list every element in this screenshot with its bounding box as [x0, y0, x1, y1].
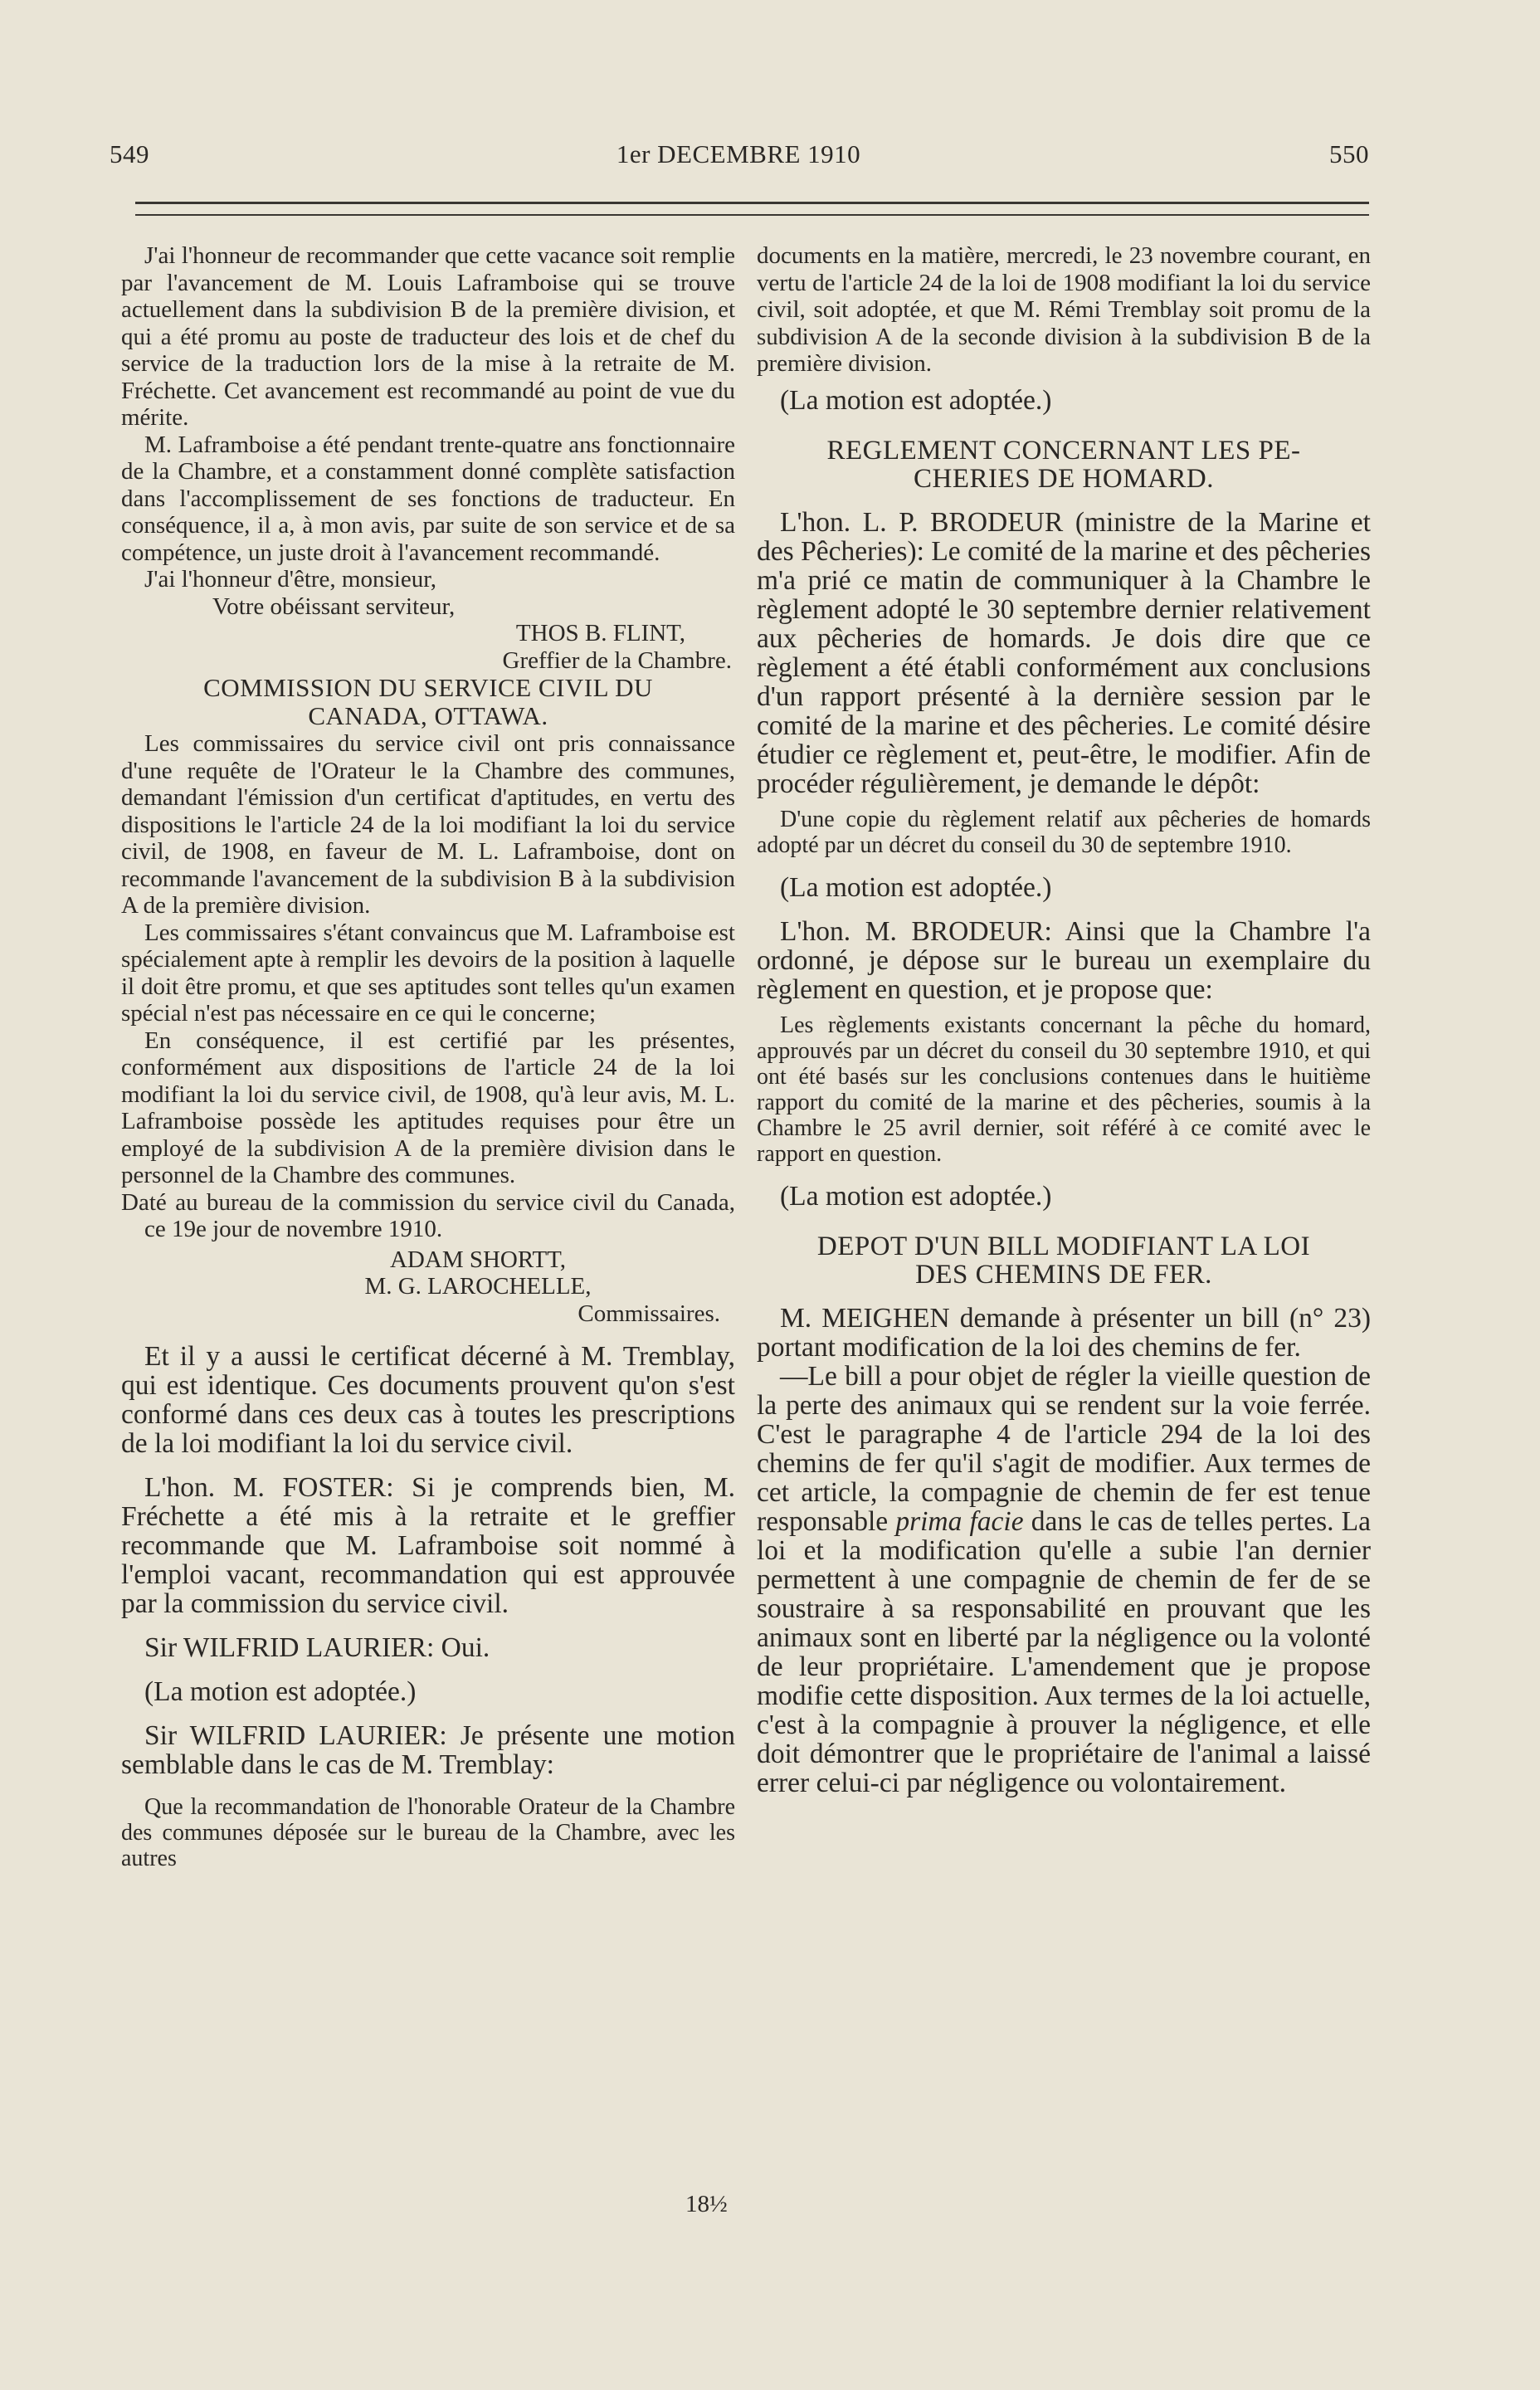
debate-brodeur-2: L'hon. M. BRODEUR: Ainsi que la Chambre l'a ordonné, je dépose sur le bureau un exemplaire du règlement en question, et je propose que: — [757, 915, 1371, 1005]
page-number-right: 550 — [1329, 139, 1369, 168]
commissioner-signature-1: ADAM SHORTT, — [389, 1246, 566, 1273]
letter-paragraph-1: J'ai l'honneur de recommander que cette vacance soit remplie par l'avancement de M. Louis Laframboise qui se trouve actuellement dans la subdivision B de la première division, et qui a été promu au poste de traducteur des lois et de chef du service de la traduction lors de la mise à la retraite de M. Fréchette. Cet avancement est recommandé au point de vue du mérite. — [121, 242, 735, 431]
motion-adopted-4: (La motion est adoptée.) — [780, 1180, 1052, 1212]
debate-laurier-oui: Sir WILFRID LAURIER: Oui. — [144, 1632, 490, 1663]
commission-paragraph-1: Les commissaires du service civil ont pris connaissance d'une requête de l'Orateur le la Chambre des communes, demandant l'émission d'un certificat d'aptitudes, en vertu des dispositions le l'article 24 de la loi modifiant la loi du service civil, de 1908, en faveur de M. L. Laframboise, dont on recommande l'avancement de la subdivision B à la subdivision A de la première division. — [121, 730, 735, 919]
left-column — [121, 242, 735, 1871]
letter-paragraph-2: M. Laframboise a été pendant trente-quatre ans fonctionnaire de la Chambre, et a constamment donné complète satisfaction dans l'accomplissement de ses fonctions de traducteur. En conséquence, il a, à mon avis, par suite de son service et de sa compétence, un juste droit à l'avancement recommandé. — [121, 431, 735, 566]
debate-meighen-bill — [757, 1362, 1371, 1797]
motion-text-lobster-copy: D'une copie du règlement relatif aux pêcheries de homards adopté par un décret du conseil du 30 de septembre 1910. — [757, 806, 1371, 858]
motion-adopted-1: (La motion est adoptée.) — [144, 1676, 417, 1707]
section-heading-railway-line2: DES CHEMINS DE FER. — [915, 1259, 1212, 1290]
debate-laurier-motion: Sir WILFRID LAURIER: Je présente une motion semblable dans le cas de M. Tremblay: — [121, 1720, 735, 1780]
meighen-text-part1: —Le bill a pour objet de régler la vieille question de la perte des animaux qui se rendent sur la voie ferrée. C'est le paragraphe 4 de l'article 294 de la loi des chemins de fer qu'il s'agit de modifier. Aux termes de cet article, la compagnie de chemin de fer est tenue responsable — [757, 1360, 1371, 1537]
meighen-text-part2: dans le cas de telles pertes. La loi et la modification qu'elle a subie l'an dernier permettent à une compagnie de chemin de fer de se soustraire à sa responsabilité en prouvant que les animaux sont en liberté par la négligence ou la volonté de leur propriétaire. L'amendement que je propose modifie cette disposition. Aux termes de la loi actuelle, c'est à la compagnie à prouver la négligence, et elle doit démontrer que le propriétaire de l'animal a laissé errer celui-ci par négligence ou volontairement. — [757, 1505, 1372, 1798]
commission-heading-line2: CANADA, OTTAWA. — [308, 701, 548, 730]
header-rule-thin — [135, 214, 1369, 216]
debate-foster: L'hon. M. FOSTER: Si je comprends bien, M. Fréchette a été mis à la retraite et le greffier recommande que M. Laframboise soit nommé à l'emploi vacant, recommandation qui est approuvée par la commission du service civil. — [121, 1472, 735, 1619]
motion-text-start: Que la recommandation de l'honorable Orateur de la Chambre des communes déposée sur le bureau de la Chambre, avec les autres — [121, 1794, 735, 1871]
commissioner-signature-2: M. G. LAROCHELLE, — [364, 1273, 592, 1300]
page-header — [108, 139, 1369, 181]
section-heading-lobster-line2: CHERIES DE HOMARD. — [914, 463, 1214, 494]
page-date-title: 1er DECEMBRE 1910 — [616, 139, 861, 168]
commission-paragraph-2: Les commissaires s'étant convaincus que M. Laframboise est spécialement apte à remplir les devoirs de la position à laquelle il doit être promu, et que ses aptitudes sont telles qu'un examen spécial n'est pas nécessaire en ce qui le concerne; — [121, 919, 735, 1027]
page-number-left: 549 — [110, 139, 149, 168]
letter-closing-2: Votre obéissant serviteur, — [212, 593, 456, 620]
commission-heading-line1: COMMISSION DU SERVICE CIVIL DU — [203, 673, 653, 702]
motion-adopted-3: (La motion est adoptée.) — [780, 871, 1052, 903]
letter-signer: THOS B. FLINT, — [515, 620, 685, 646]
letter-closing-1: J'ai l'honneur d'être, monsieur, — [144, 566, 436, 593]
commission-paragraph-3: En conséquence, il est certifié par les présentes, conformément aux dispositions de l'article 24 de la loi modifiant la loi du service civil, de 1908, qu'à leur avis, M. L. Laframboise possède les aptitudes requises pour être un employé de la subdivision A de la première division dans le personnel de la Chambre des communes. — [121, 1027, 735, 1188]
right-column — [757, 242, 1371, 1797]
section-heading-lobster-line1: REGLEMENT CONCERNANT LES PE- — [826, 435, 1301, 466]
debate-meighen-intro: M. MEIGHEN demande à présenter un bill (n° 23) portant modification de la loi des chemins de fer. — [757, 1302, 1371, 1363]
signature-mark: 18½ — [685, 2191, 728, 2217]
meighen-text-italic: prima facie — [895, 1505, 1024, 1537]
letter-signer-title: Greffier de la Chambre. — [502, 646, 732, 674]
commissioner-title: Commissaires. — [578, 1300, 720, 1327]
header-rule-thick — [135, 202, 1369, 204]
motion-text-lobster-regulations: Les règlements existants concernant la pêche du homard, approuvés par un décret du conseil du 30 septembre 1910, et qui ont été basés sur les conclusions contenues dans le huitième rapport du comité de la marine et des pêcheries, soumis à la Chambre le 25 avril dernier, soit référé à ce comité avec le rapport en question. — [757, 1012, 1371, 1167]
commission-dated: Daté au bureau de la commission du service civil du Canada, ce 19e jour de novembre 1910. — [121, 1188, 735, 1242]
debate-paragraph-tremblay: Et il y a aussi le certificat décerné à M. Tremblay, qui est identique. Ces documents prouvent qu'on s'est conformé dans ces deux cas à toutes les prescriptions de la loi modifiant la loi du service civil. — [121, 1341, 735, 1459]
motion-adopted-2: (La motion est adoptée.) — [780, 384, 1052, 416]
section-heading-railway-line1: DEPOT D'UN BILL MODIFIANT LA LOI — [816, 1231, 1311, 1261]
debate-brodeur-1: L'hon. L. P. BRODEUR (ministre de la Marine et des Pêcheries): Le comité de la marine et des pêcheries m'a prié ce matin de communiquer à la Chambre le règlement adopté le 30 septembre dernier relativement aux pêcheries de homards. Je dois dire que ce règlement a été établi conformément aux conclusions d'un rapport présenté à la dernière session par le comité de la marine et des pêcheries. Le comité désire étudier ce règlement et, peut-être, le modifier. Afin de procéder régulièrement, je demande le dépôt: — [757, 506, 1371, 799]
motion-text-continued: documents en la matière, mercredi, le 23 novembre courant, en vertu de l'article 24 de la loi de 1908 modifiant la loi du service civil, soit adoptée, et que M. Rémi Tremblay soit promu de la subdivision A de la seconde division à la subdivision B de la première division. — [757, 242, 1371, 377]
